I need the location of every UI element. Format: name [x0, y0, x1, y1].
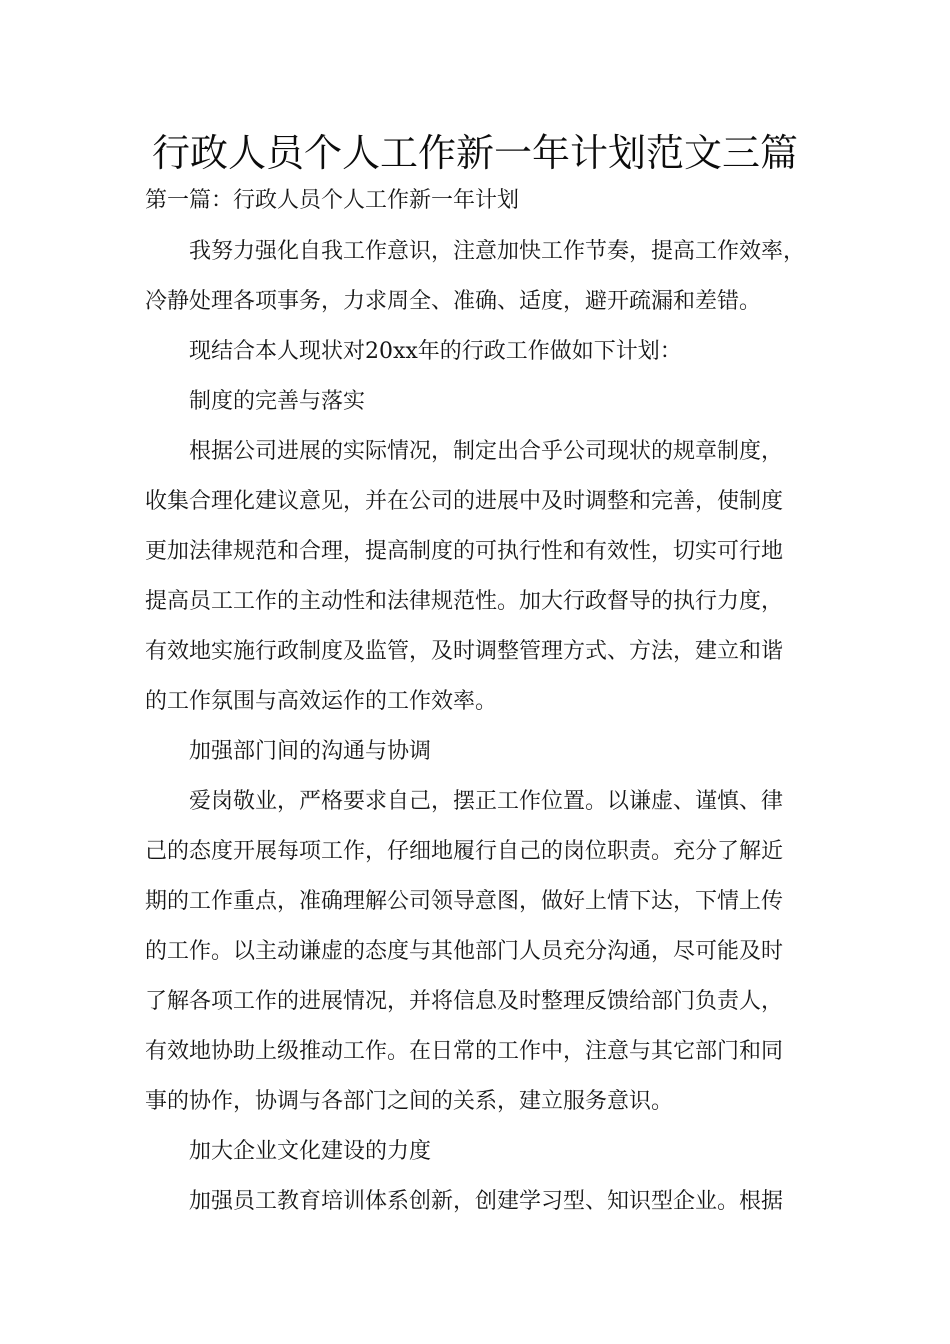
paragraph-line: 有效地实施行政制度及监管，及时调整管理方式、方法，建立和谐	[145, 639, 784, 664]
paragraph-line: 了解各项工作的进展情况，并将信息及时整理反馈给部门负责人，	[145, 989, 784, 1014]
paragraph-line: 己的态度开展每项工作，仔细地履行自己的岗位职责。充分了解近	[145, 839, 784, 864]
paragraph-line: 冷静处理各项事务，力求周全、准确、适度，避开疏漏和差错。	[145, 289, 762, 314]
subheading: 制度的完善与落实	[189, 389, 366, 414]
paragraph-line: 的工作氛围与高效运作的工作效率。	[145, 689, 498, 714]
subheading: 加大企业文化建设的力度	[189, 1139, 432, 1164]
paragraph-line: 更加法律规范和合理，提高制度的可执行性和有效性，切实可行地	[145, 539, 784, 564]
paragraph-line: 爱岗敬业，严格要求自己，摆正工作位置。以谦虚、谨慎、律	[189, 789, 784, 814]
document-title: 行政人员个人工作新一年计划范文三篇	[151, 131, 798, 175]
paragraph-line: 现结合本人现状对20xx年的行政工作做如下计划：	[189, 339, 682, 364]
paragraph-line: 根据公司进展的实际情况，制定出合乎公司现状的规章制度，	[189, 439, 784, 464]
paragraph-line: 加强员工教育培训体系创新，创建学习型、知识型企业。根据	[189, 1189, 784, 1214]
paragraph-line: 有效地协助上级推动工作。在日常的工作中，注意与其它部门和同	[145, 1039, 784, 1064]
paragraph-line: 提高员工工作的主动性和法律规范性。加大行政督导的执行力度，	[145, 589, 784, 614]
paragraph-line: 我努力强化自我工作意识，注意加快工作节奏，提高工作效率，	[189, 239, 806, 264]
section-heading: 第一篇：行政人员个人工作新一年计划	[145, 188, 520, 213]
paragraph-line: 事的协作，协调与各部门之间的关系，建立服务意识。	[145, 1089, 674, 1114]
paragraph-line: 期的工作重点，准确理解公司领导意图，做好上情下达，下情上传	[145, 889, 784, 914]
subheading: 加强部门间的沟通与协调	[189, 739, 432, 764]
paragraph-line: 收集合理化建议意见，并在公司的进展中及时调整和完善，使制度	[145, 489, 784, 514]
paragraph-line: 的工作。以主动谦虚的态度与其他部门人员充分沟通，尽可能及时	[145, 939, 784, 964]
